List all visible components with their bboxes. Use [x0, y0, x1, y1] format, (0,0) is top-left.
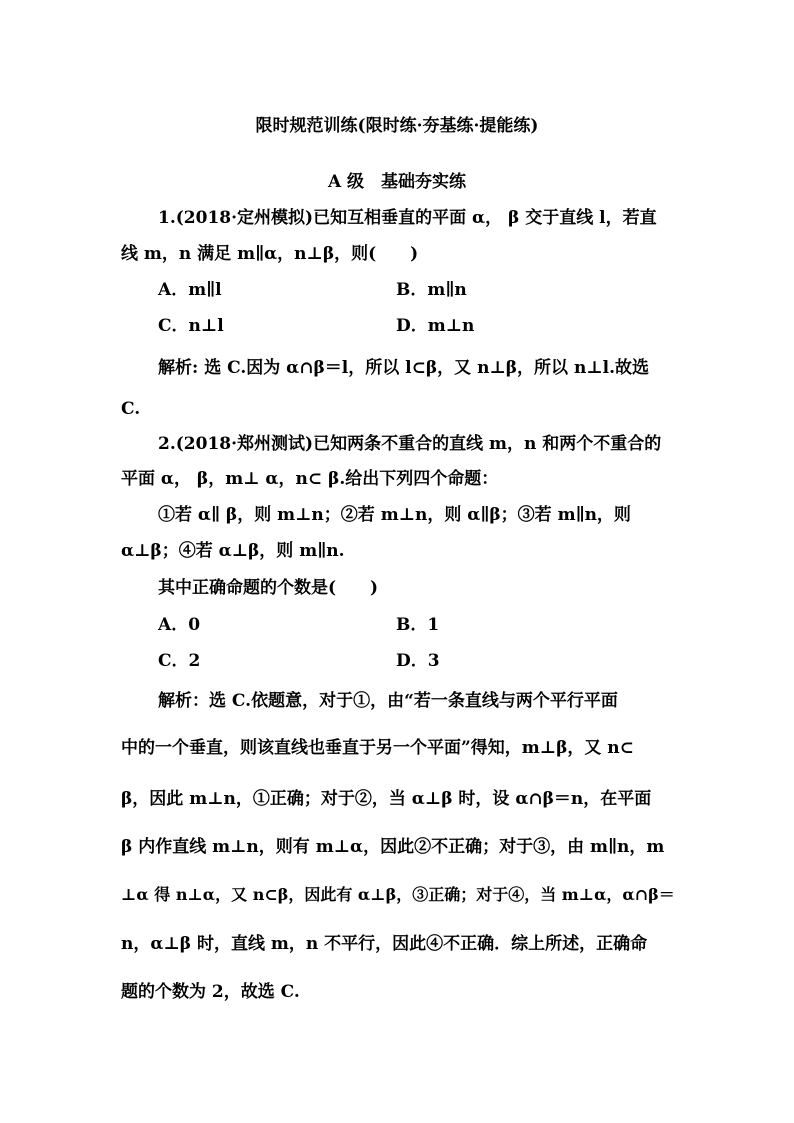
q1-option-a: A．m∥l [158, 280, 222, 300]
q2-solution-line2: 中的一个垂直，则该直线也垂直于另一个平面”得知，m⊥β，又 n⊂ [121, 738, 634, 758]
q2-option-b: B．1 [396, 615, 440, 635]
q2-stem-line5: 其中正确命题的个数是( ) [158, 578, 379, 598]
q2-solution-line3: β，因此 m⊥n，①正确；对于②，当 α⊥β 时，设 α∩β＝n，在平面 [121, 789, 652, 809]
q1-solution-line1: 解析: 选 C.因为 α∩β＝l，所以 l⊂β，又 n⊥β，所以 n⊥l.故选 [158, 358, 650, 378]
q1-solution-line2: C. [121, 399, 141, 419]
q2-solution-line7: 题的个数为 2，故选 C. [121, 982, 300, 1002]
q2-option-d: D．3 [396, 651, 440, 671]
q1-stem-line1: 1.(2018·定州模拟)已知互相垂直的平面 α， β 交于直线 l，若直 [158, 208, 657, 228]
q2-stem-line1: 2.(2018·郑州测试)已知两条不重合的直线 m，n 和两个不重合的 [158, 434, 662, 454]
q2-solution-line5: ⊥α 得 n⊥α，又 n⊂β，因此有 α⊥β，③正确；对于④，当 m⊥α，α∩β＝ [121, 885, 675, 904]
q2-stem-line3: ①若 α∥ β，则 m⊥n；②若 m⊥n，则 α∥β；③若 m∥n，则 [158, 505, 631, 525]
q2-solution-line6: n，α⊥β 时，直线 m，n 不平行，因此④不正确．综上所述，正确命 [121, 934, 648, 954]
q1-option-b: B．m∥n [396, 280, 467, 300]
q1-option-c: C．n⊥l [158, 316, 224, 336]
q2-option-c: C．2 [158, 651, 201, 671]
q2-option-a: A．0 [158, 615, 201, 635]
q1-option-d: D．m⊥n [396, 316, 475, 336]
q2-stem-line2: 平面 α， β，m⊥ α，n⊂ β.给出下列四个命题： [121, 469, 499, 489]
page-title: 限时规范训练(限时练·夯基练·提能练) [255, 116, 539, 136]
q2-stem-line4: α⊥β；④若 α⊥β，则 m∥n. [121, 541, 345, 561]
q1-stem-line2: 线 m，n 满足 m∥α，n⊥β，则( ) [121, 244, 419, 264]
section-heading: A 级 基础夯实练 [327, 172, 467, 192]
q2-solution-line1: 解析：选 C.依题意，对于①，由“若一条直线与两个平行平面 [158, 691, 618, 711]
q2-solution-line4: β 内作直线 m⊥n，则有 m⊥α，因此②不正确；对于③，由 m∥n，m [121, 837, 665, 857]
